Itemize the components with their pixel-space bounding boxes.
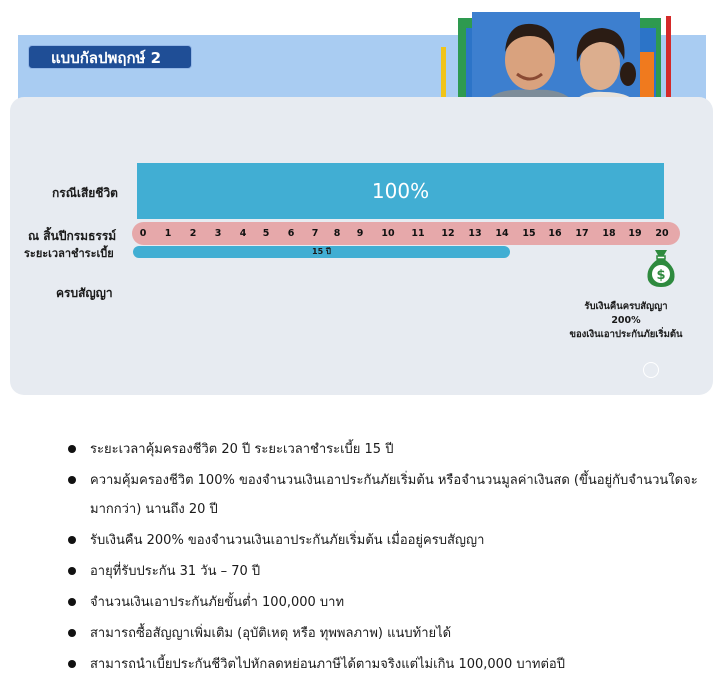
year-tick: 8 (333, 228, 341, 239)
year-tick: 9 (356, 228, 364, 239)
year-tick: 7 (311, 228, 319, 239)
premium-period-bar: 15 ปี (133, 246, 510, 258)
feature-item: ระยะเวลาคุ้มครองชีวิต 20 ปี ระยะเวลาชำระเบี้ย 15 ปี (60, 435, 700, 464)
feature-item: อายุที่รับประกัน 31 วัน – 70 ปี (60, 557, 700, 586)
year-tick: 12 (441, 228, 455, 239)
label-death-case: กรณีเสียชีวิต (52, 186, 118, 200)
year-tick: 1 (164, 228, 172, 239)
year-tick: 2 (189, 228, 197, 239)
feature-item: สามารถนำเบี้ยประกันชีวิตไปหักลดหย่อนภาษีได้ตามจริงแต่ไม่เกิน 100,000 บาทต่อปี (60, 650, 700, 679)
feature-item: จำนวนเงินเอาประกันภัยขั้นต่ำ 100,000 บาท (60, 588, 700, 617)
feature-item: รับเงินคืน 200% ของจำนวนเงินเอาประกันภัยเริ่มต้น เมื่ออยู่ครบสัญญา (60, 526, 700, 555)
death-coverage-bar: 100% (137, 163, 664, 219)
maturity-benefit-line1: รับเงินคืนครบสัญญา (584, 301, 668, 312)
decor-ring (643, 362, 659, 378)
feature-list (60, 435, 700, 681)
year-tick: 16 (548, 228, 562, 239)
year-tick: 19 (628, 228, 642, 239)
year-tick: 4 (239, 228, 247, 239)
year-tick: 17 (575, 228, 589, 239)
year-tick: 11 (411, 228, 425, 239)
year-tick: 5 (262, 228, 270, 239)
label-premium-period: ระยะเวลาชำระเบี้ย (24, 247, 114, 260)
maturity-benefit-note (556, 300, 696, 342)
maturity-benefit-line3: ของเงินเอาประกันภัยเริ่มต้น (569, 329, 683, 340)
couple-photo (472, 12, 640, 107)
plan-title: แบบกัลปพฤกษ์ 2 (28, 45, 192, 69)
decor-stripe-red (666, 16, 671, 106)
year-tick: 18 (602, 228, 616, 239)
year-tick: 14 (495, 228, 509, 239)
year-tick: 10 (381, 228, 395, 239)
year-tick: 15 (522, 228, 536, 239)
feature-item: ความคุ้มครองชีวิต 100% ของจำนวนเงินเอาประกันภัยเริ่มต้น หรือจำนวนมูลค่าเงินสด (ขึ้นอยู่กับจำนวนใดจะมากกว่า) นานถึง 20 ปี (60, 466, 700, 524)
year-tick: 6 (287, 228, 295, 239)
year-tick: 13 (468, 228, 482, 239)
label-end-of-policy-year: ณ สิ้นปีกรมธรรม์ (28, 229, 117, 243)
svg-text:$: $ (656, 268, 666, 283)
policy-year-bar (132, 222, 680, 245)
year-tick: 20 (655, 228, 669, 239)
year-tick: 3 (214, 228, 222, 239)
money-bag-icon (643, 248, 679, 288)
year-tick: 0 (139, 228, 147, 239)
label-maturity: ครบสัญญา (56, 286, 113, 300)
feature-item: สามารถซื้อสัญญาเพิ่มเติม (อุบัติเหตุ หรือ ทุพพลภาพ) แนบท้ายได้ (60, 619, 700, 648)
maturity-benefit-percent: 200% (611, 315, 641, 326)
